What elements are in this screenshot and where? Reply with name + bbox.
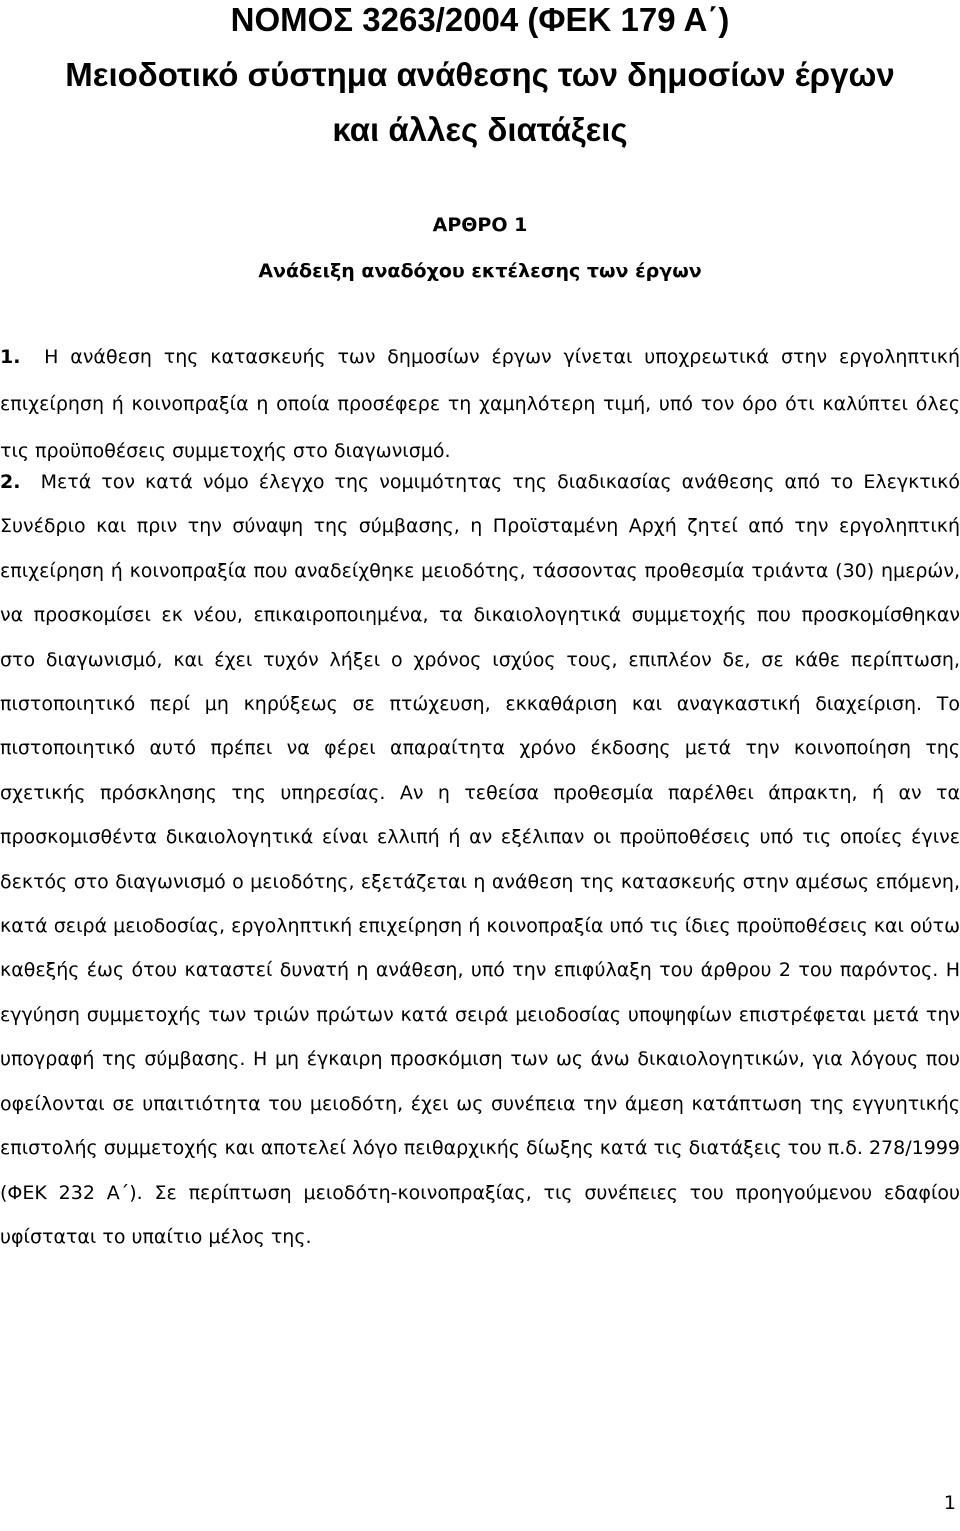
page-number: 1 [943,1492,956,1514]
law-subtitle: Μειοδοτικό σύστημα ανάθεσης των δημοσίων έργων [65,56,895,93]
paragraph-2 [0,460,960,1259]
paragraph-2-number: 2. [0,471,21,493]
paragraph-2-text: Μετά τον κατά νόμο έλεγχο της νομιμότητας της διαδικασίας ανάθεσης από το Ελεγκτικό Συνέδριο και πριν την σύναψη της σύμβασης, η Προϊσταμένη Αρχή ζητεί από την εργοληπτική επιχείρηση ή κοινοπραξία που αναδείχθηκε μειοδότης, τάσσοντας προθεσμία τριάντα (30) ημερών, να προσκομίσει εκ νέου, επικαιροποιημένα, τα δικαιολογητικά συμμετοχής που προσκομίσθηκαν στο διαγωνισμό, και έχει τυχόν λήξει ο χρόνος ισχύος τους, επιπλέον δε, σε κάθε περίπτωση, πιστοποιητικό περί μη κηρύξεως σε πτώχευση, εκκαθάριση και αναγκαστική διαχείριση. Το πιστοποιητικό αυτό πρέπει να φέρει απαραίτητα χρόνο έκδοσης μετά την κοινοποίηση της σχετικής πρόσκλησης της υπηρεσίας. Αν η τεθείσα προθεσμία παρέλθει άπρακτη, ή αν τα προσκομισθέντα δικαιολογητικά είναι ελλιπή ή αν εξέλιπαν οι προϋποθέσεις υπό τις οποίες έγινε δεκτός στο διαγωνισμό ο μειοδότης, εξετάζεται η ανάθεση της κατασκευής στην αμέσως επόμενη, κατά σειρά μειοδοσίας, εργοληπτική επιχείρηση ή κοινοπραξία υπό τις ίδιες προϋποθέσεις και ούτω καθεξής έως ότου καταστεί δυνατή η ανάθεση, υπό την επιφύλαξη του άρθρου 2 του παρόντος. Η εγγύηση συμμετοχής των τριών πρώτων κατά σειρά μειοδοσίας υποψηφίων επιστρέφεται μετά την υπογραφή της σύμβασης. Η μη έγκαιρη προσκόμιση των ως άνω δικαιολογητικών, για λόγους που οφείλονται σε υπαιτιότητα του μειοδότη, έχει ως συνέπεια την άμεση κατάπτωση της εγγυητικής επιστολής συμμετοχής και αποτελεί λόγο πειθαρχικής δίωξης κατά τις διατάξεις του π.δ. 278/1999 (ΦΕΚ 232 Α΄). Σε περίπτωση μειοδότη-κοινοπραξίας, τις συνέπειες του προηγούμενου εδαφίου υφίσταται το υπαίτιο μέλος της. [0,471,960,1248]
paragraph-1-number: 1. [0,346,21,368]
law-title: ΝΟΜΟΣ 3263/2004 (ΦΕΚ 179 Α΄) [230,1,730,38]
law-subtitle-continued: και άλλες διατάξεις [332,111,628,148]
article-title: Ανάδειξη αναδόχου εκτέλεσης των έργων [258,260,702,282]
paragraph-1-text: Η ανάθεση της κατασκευής των δημοσίων έργων γίνεται υποχρεωτικά στην εργοληπτική επιχείρηση ή κοινοπραξία η οποία προσέφερε τη χαμηλότερη τιμή, υπό τον όρο ότι καλύπτει όλες τις προϋποθέσεις συμμετοχής στο διαγωνισμό. [0,346,960,462]
paragraph-1 [0,334,960,475]
article-number: ΑΡΘΡΟ 1 [432,214,528,236]
